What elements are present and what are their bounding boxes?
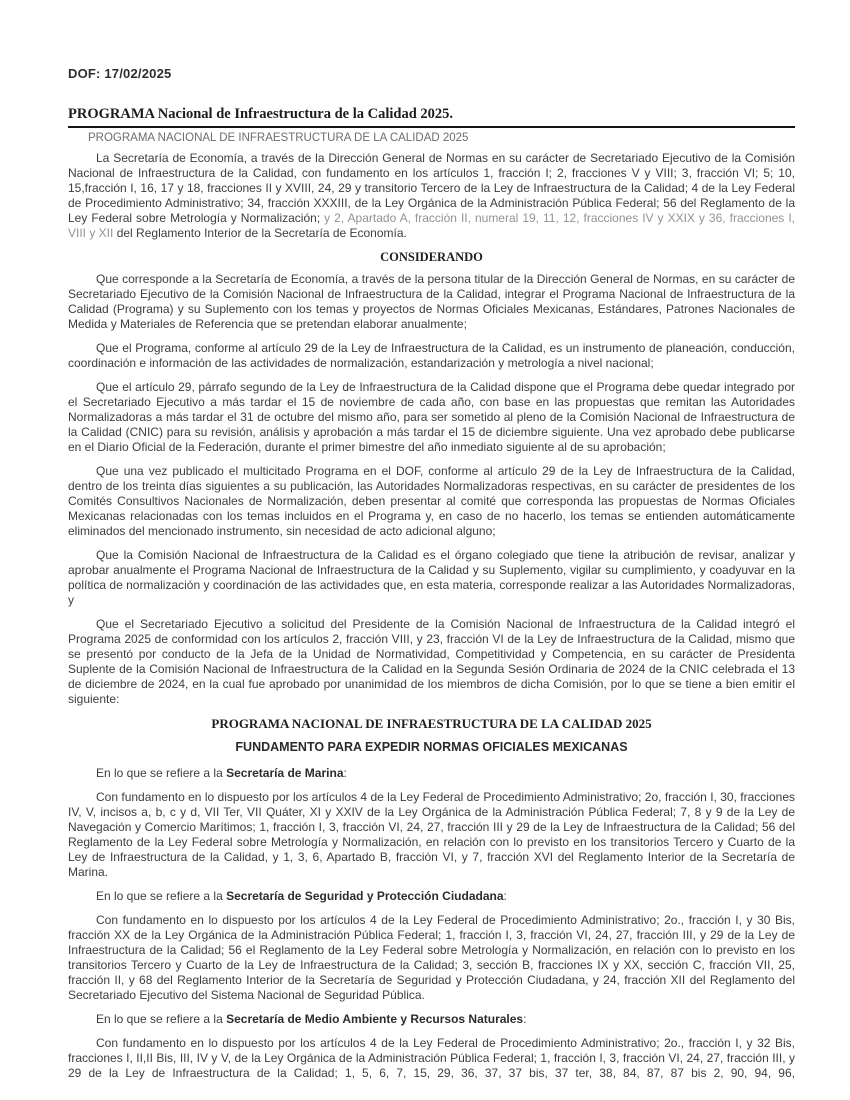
intro-text-main: La Secretaría de Economía, a través de la Dirección General de Normas en su carácter de Secretariado Ejecutivo de la Comisión Nacional de Infraestructura de la Calidad, con fundamento en los artículos 1, fracción I; 2, fracciones V y VIII; 3, fracción VI; 5; 10, 15,fracción I, 16, 17 y 18, fracciones II y XVIII, 24, 29 y transitorio Tercero de la Ley de Infraestructura de la Calidad; 4 de la Ley Federal de Procedimiento Administrativo; 34, fracción XXXIII, de la Ley Orgánica de la Administración Pública Federal; 56 del Reglamento de la Ley Federal sobre Metrología y Normalización; <box>68 151 795 225</box>
document-subtitle: PROGRAMA NACIONAL DE INFRAESTRUCTURA DE LA CALIDAD 2025 <box>88 132 469 144</box>
section-colon: : <box>343 766 347 780</box>
considerando-paragraph-3: Que el artículo 29, párrafo segundo de la Ley de Infraestructura de la Calidad dispone que el Programa debe quedar integrado por el Secretariado Ejecutivo a más tardar el 15 de noviembre de cada año, con base en las propuestas que remitan las Autoridades Normalizadoras a más tardar el 31 de octubre del mismo año, para ser sometido al pleno de la Comisión Nacional de Infraestructura de la Calidad (CNIC) para su revisión, análisis y aprobación a más tardar el 15 de diciembre siguiente. Una vez aprobado debe publicarse en el Diario Oficial de la Federación, durante el primer bimestre del año inmediato siguiente al de su aprobación; <box>68 380 795 454</box>
considerando-paragraph-5: Que la Comisión Nacional de Infraestructura de la Calidad es el órgano colegiado que tiene la atribución de revisar, analizar y aprobar anualmente el Programa Nacional de Infraestructura de la Calidad y su Suplemento, vigilar su cumplimiento, y coadyuvar en la política de normalización y coordinación de las actividades que, en esta materia, corresponde realizar a las Autoridades Normalizadoras, y <box>68 548 795 607</box>
dof-date: DOF: 17/02/2025 <box>68 66 172 81</box>
section-body-seguridad: Con fundamento en lo dispuesto por los artículos 4 de la Ley Federal de Procedimiento Administrativo; 2o., fracción I, y 30 Bis, fracción XX de la Ley Orgánica de la Administración Pública Federal; 1, fracción I, 3, fracción VI, 24, 27, fracción III, y 29 de la Ley de Infraestructura de la Calidad; 56 el Reglamento de la Ley Federal sobre Metrología y Normalización, en relación con lo previsto en los transitorios Tercero y Cuarto de la Ley de Infraestructura de la Calidad; 3, sección B, fracciones IX y XX, sección C, fracción VII, 25, fracción II, y 68 del Reglamento Interior de la Secretaría de Seguridad y Protección Ciudadana, y 24, fracción XII del Reglamento del Secretariado Ejecutivo del Sistema Nacional de Seguridad Pública. <box>68 913 795 1002</box>
section-lead-seguridad <box>68 889 795 904</box>
considerando-paragraph-4: Que una vez publicado el multicitado Programa en el DOF, conforme al artículo 29 de la Ley de Infraestructura de la Calidad, dentro de los treinta días siguientes a su publicación, las Autoridades Normalizadoras respectivas, en su carácter de presidentes de los Comités Consultivos Nacionales de Normalización, deben presentar al comité que corresponda las propuestas de Normas Oficiales Mexicanas relacionadas con los temas incluidos en el Programa y, en caso de no hacerlo, los temas se entienden automáticamente eliminados del mencionado instrumento, sin necesidad de acto adicional alguno; <box>68 464 795 538</box>
section-name-medio-ambiente: Secretaría de Medio Ambiente y Recursos Naturales <box>226 1012 524 1026</box>
document-title: PROGRAMA Nacional de Infraestructura de la Calidad 2025. <box>68 106 454 122</box>
considerando-paragraph-1: Que corresponde a la Secretaría de Economía, a través de la persona titular de la Dirección General de Normas, en su carácter de Secretariado Ejecutivo de la Comisión Nacional de Infraestructura de la Calidad, integrar el Programa Nacional de Infraestructura de la Calidad (Programa) y su Suplemento con los temas y proyectos de Normas Oficiales Mexicanas, Estándares, Patrones Nacionales de Medida y Materiales de Referencia que se pretendan elaborar anualmente; <box>68 272 795 331</box>
section-lead-text: En lo que se refiere a la <box>96 889 223 903</box>
fundamento-heading: FUNDAMENTO PARA EXPEDIR NORMAS OFICIALES MEXICANAS <box>235 740 628 754</box>
section-body-marina: Con fundamento en lo dispuesto por los artículos 4 de la Ley Federal de Procedimiento Administrativo; 2o, fracción I, 30, fracciones IV, V, incisos a, b, c y d, VII Ter, VII Quáter, XI y XXIV de la Ley Orgánica de la Administración Pública Federal; 7, 8 y 9 de la Ley de Navegación y Comercio Marítimos; 1, fracción I, 3, fracción VI, 24, 27, fracción III y 29 de la Ley de Infraestructura de la Calidad; 56 del Reglamento de la Ley Federal sobre Metrología y Normalización, en relación con lo previsto en los transitorios Tercero y Cuarto de la Ley de Infraestructura de la Calidad, y 1, 3, 6, Apartado B, fracción VI, y 7, fracción XVI del Reglamento Interior de la Secretaría de Marina. <box>68 790 795 879</box>
intro-paragraph <box>68 151 795 241</box>
intro-text-gray: y 2, Apartado A, fracción II, numeral 19, 11, 12, fracciones IV y XXIX y 36, fracciones I, VIII y XII <box>68 211 795 240</box>
section-lead-medio-ambiente <box>68 1012 795 1027</box>
intro-text-end: del Reglamento Interior de la Secretaría de Economía. <box>116 226 407 240</box>
program-heading: PROGRAMA NACIONAL DE INFRAESTRUCTURA DE LA CALIDAD 2025 <box>211 716 652 731</box>
considerando-paragraph-2: Que el Programa, conforme al artículo 29 de la Ley de Infraestructura de la Calidad, es un instrumento de planeación, conducción, coordinación e información de las actividades de normalización, estandarización y metrología a nivel nacional; <box>68 341 795 370</box>
section-colon: : <box>523 1012 527 1026</box>
section-lead-text: En lo que se refiere a la <box>96 766 223 780</box>
section-colon: : <box>503 889 507 903</box>
title-divider <box>68 126 795 128</box>
section-lead-marina <box>68 766 795 781</box>
section-name-marina: Secretaría de Marina <box>226 766 344 780</box>
considerando-heading: CONSIDERANDO <box>380 250 483 264</box>
considerando-paragraph-6: Que el Secretariado Ejecutivo a solicitud del Presidente de la Comisión Nacional de Infraestructura de la Calidad integró el Programa 2025 de conformidad con los artículos 2, fracción VIII, y 23, fracción VI de la Ley de Infraestructura de la Calidad, mismo que se presentó por conducto de la Jefa de la Unidad de Normatividad, Competitividad y Competencia, en su carácter de Presidenta Suplente de la Comisión Nacional de Infraestructura de la Calidad en la Segunda Sesión Ordinaria de 2024 de la CNIC celebrada el 13 de diciembre de 2024, en la cual fue aprobado por unanimidad de los miembros de dicha Comisión, por lo que se tiene a bien emitir el siguiente: <box>68 617 795 706</box>
section-body-medio-ambiente: Con fundamento en lo dispuesto por los artículos 4 de la Ley Federal de Procedimiento Administrativo; 2o., fracción I, y 32 Bis, fracciones I, II,II Bis, III, IV y V, de la Ley Orgánica de la Administración Pública Federal; 1, fracción I, 3, fracción VI, 24, 27, fracción III, y 29 de la Ley de Infraestructura de la Calidad; 1, 5, 6, 7, 15, 29, 36, 37, 37 bis, 37 ter, 38, 84, 87, 87 bis 2, 90, 94, 96, <box>68 1036 795 1080</box>
section-lead-text: En lo que se refiere a la <box>96 1012 223 1026</box>
section-name-seguridad: Secretaría de Seguridad y Protección Ciudadana <box>226 889 504 903</box>
